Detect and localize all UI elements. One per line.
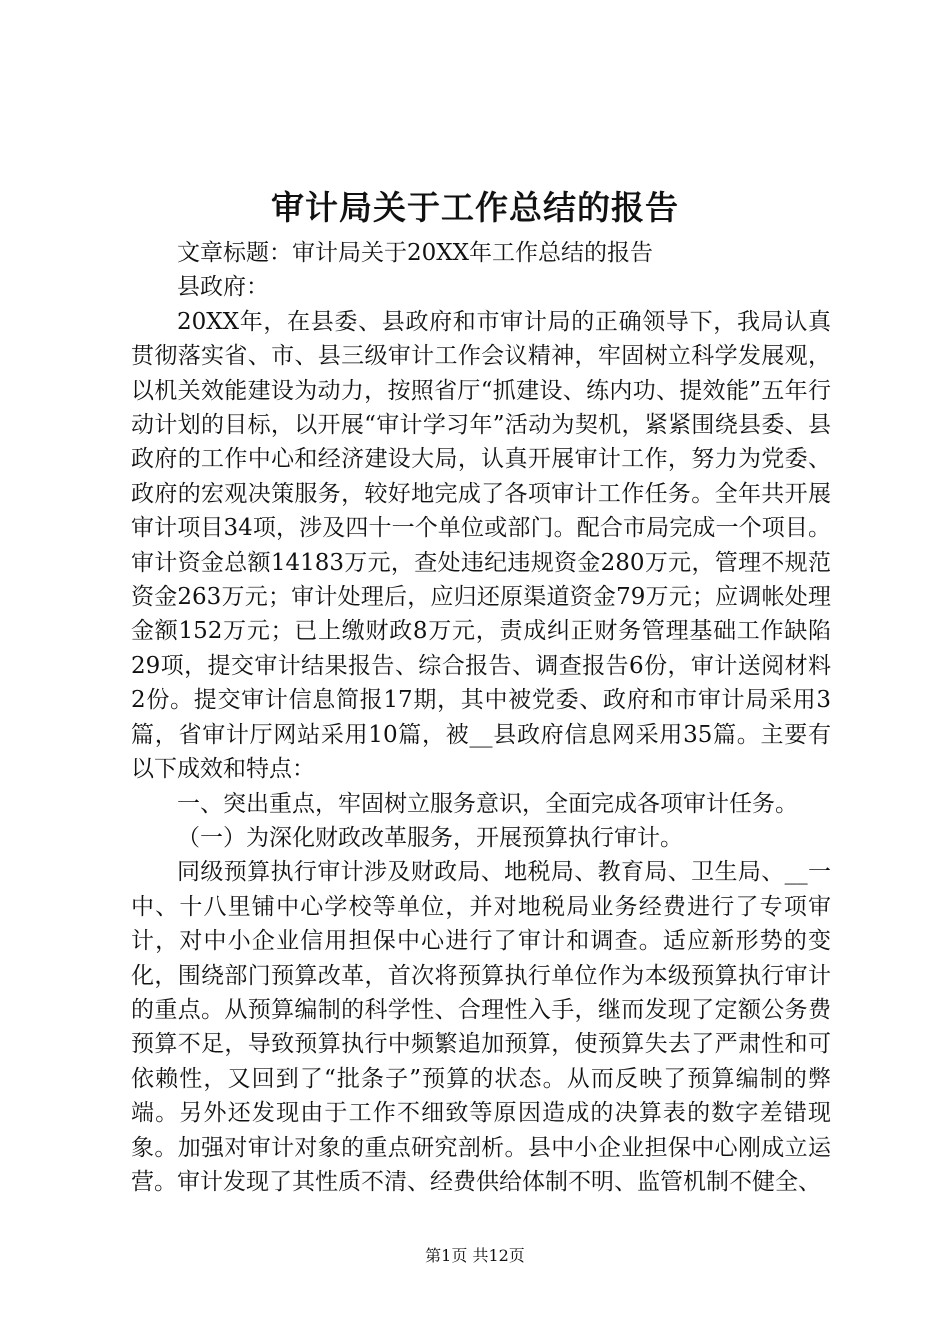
page-footer: 第1页 共12页 xyxy=(425,1246,525,1265)
body-paragraph: 同级预算执行审计涉及财政局、地税局、教育局、卫生局、__一中、十八里铺中心学校等单位，并对地税局业务经费进行了专项审计，对中小企业信用担保中心进行了审计和调查。适应新形势的变化，围绕部门预算改革，首次将预算执行单位作为本级预算执行审计的重点。从预算编制的科学性、合理性入手，继而发现了定额公务费预算不足，导致预算执行中频繁追加预算，使预算失去了严肃性和可依赖性，又回到了“批条子”预算的状态。从而反映了预算编制的弊端。另外还发现由于工作不细致等原因造成的决算表的数字差错现象。加强对审计对象的重点研究剖析。县中小企业担保中心刚成立运营。审计发现了其性质不清、经费供给体制不明、监管机制不健全、 xyxy=(131,859,831,1195)
section-heading: 一、突出重点，牢固树立服务意识，全面完成各项审计任务。 xyxy=(177,790,798,817)
body-paragraph: 20XX年，在县委、县政府和市审计局的正确领导下，我局认真贯彻落实省、市、县三级审计工作会议精神，牢固树立科学发展观，以机关效能建设为动力，按照省厅“抓建设、练内功、提效能”五年行动计划的目标，以开展“审计学习年”活动为契机，紧紧围绕县委、县政府的工作中心和经济建设大局，认真开展审计工作，努力为党委、政府的宏观决策服务，较好地完成了各项审计工作任务。全年共开展审计项目34项，涉及四十一个单位或部门。配合市局完成一个项目。审计资金总额14183万元，查处违纪违规资金280万元，管理不规范资金263万元；审计处理后，应归还原渠道资金79万元；应调帐处理金额152万元；已上缴财政8万元，责成纠正财务管理基础工作缺陷29项，提交审计结果报告、综合报告、调查报告6份，审计送阅材料2份。提交审计信息简报17期，其中被党委、政府和市审计局采用3篇，省审计厅网站采用10篇，被__县政府信息网采用35篇。主要有以下成效和特点： xyxy=(131,308,831,783)
salutation: 县政府： xyxy=(177,274,269,301)
subsection-heading: （一）为深化财政改革服务，开展预算执行审计。 xyxy=(177,824,683,851)
document-body xyxy=(131,236,831,1199)
article-title-line: 文章标题：审计局关于20XX年工作总结的报告 xyxy=(177,240,654,266)
document-title: 审计局关于工作总结的报告 xyxy=(271,188,679,227)
